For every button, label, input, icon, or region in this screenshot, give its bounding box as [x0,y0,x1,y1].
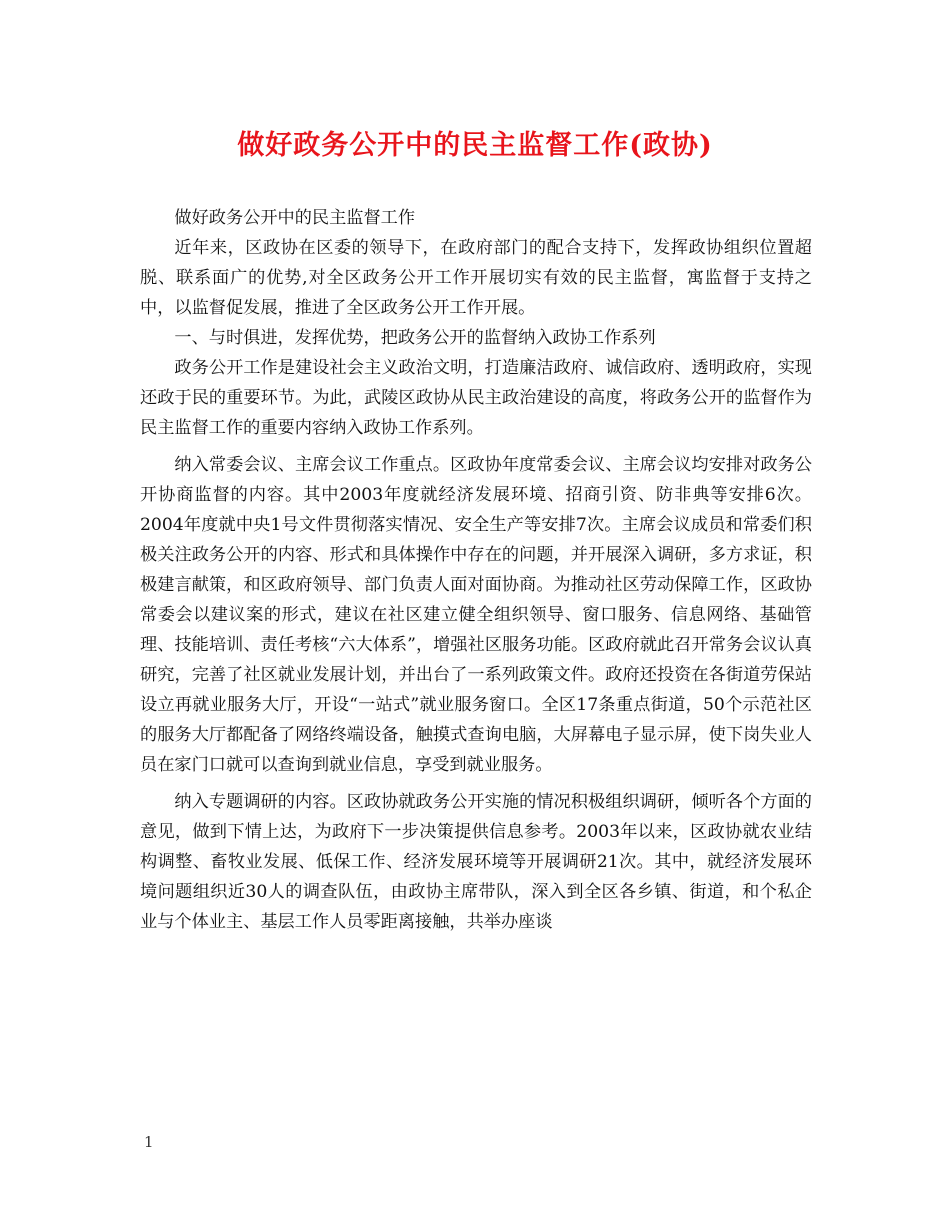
section-heading-1: 一、与时俱进，发挥优势，把政务公开的监督纳入政协工作系列 [174,328,656,348]
paragraph-standing-committee: 纳入常委会议、主席会议工作重点。区政协年度常委会议、主席会议均安排对政务公开协商监督的内容。其中2003年度就经济发展环境、招商引资、防非典等安排6次。2004年度就中央1号文件贯彻落实情况、安全生产等安排7次。主席会议成员和常委们积极关注政务公开的内容、形式和具体操作中存在的问题，并开展深入调研，多方求证，积极建言献策，和区政府领导、部门负责人面对面协商。为推动社区劳动保障工作，区政协常委会以建议案的形式，建议在社区建立健全组织领导、窗口服务、信息网络、基础管理、技能培训、责任考核“六大体系”，增强社区服务功能。区政府就此召开常务会议认真研究，完善了社区就业发展计划，并出台了一系列政策文件。政府还投资在各街道劳保站设立再就业服务大厅，开设“一站式”就业服务窗口。全区17条重点街道，50个示范社区的服务大厅都配备了网络终端设备，触摸式查询电脑，大屏幕电子显示屏，使下岗失业人员在家门口就可以查询到就业信息，享受到就业服务。 [140,455,812,775]
paragraph-special-research: 纳入专题调研的内容。区政协就政务公开实施的情况积极组织调研，倾听各个方面的意见，做到下情上达，为政府下一步决策提供信息参考。2003年以来，区政协就农业结构调整、畜牧业发展、低保工作、经济发展环境等开展调研21次。其中，就经济发展环境问题组织近30人的调查队伍，由政协主席带队，深入到全区各乡镇、街道，和个私企业与个体业主、基层工作人员零距离接触，共举办座谈 [140,792,812,932]
document-body [140,203,812,937]
paragraph-section-1-intro: 政务公开工作是建设社会主义政治文明，打造廉洁政府、诚信政府、透明政府，实现还政于民的重要环节。为此，武陵区政协从民主政治建设的高度，将政务公开的监督作为民主监督工作的重要内容纳入政协工作系列。 [140,358,812,438]
paragraph-intro: 近年来，区政协在区委的领导下，在政府部门的配合支持下，发挥政协组织位置超脱、联系面广的优势,对全区政务公开工作开展切实有效的民主监督，寓监督于支持之中，以监督促发展，推进了全区政务公开工作开展。 [140,238,812,318]
document-title: 做好政务公开中的民主监督工作(政协) [237,130,713,161]
paragraph-subtitle: 做好政务公开中的民主监督工作 [174,208,416,228]
page-number: 1 [144,1133,154,1151]
